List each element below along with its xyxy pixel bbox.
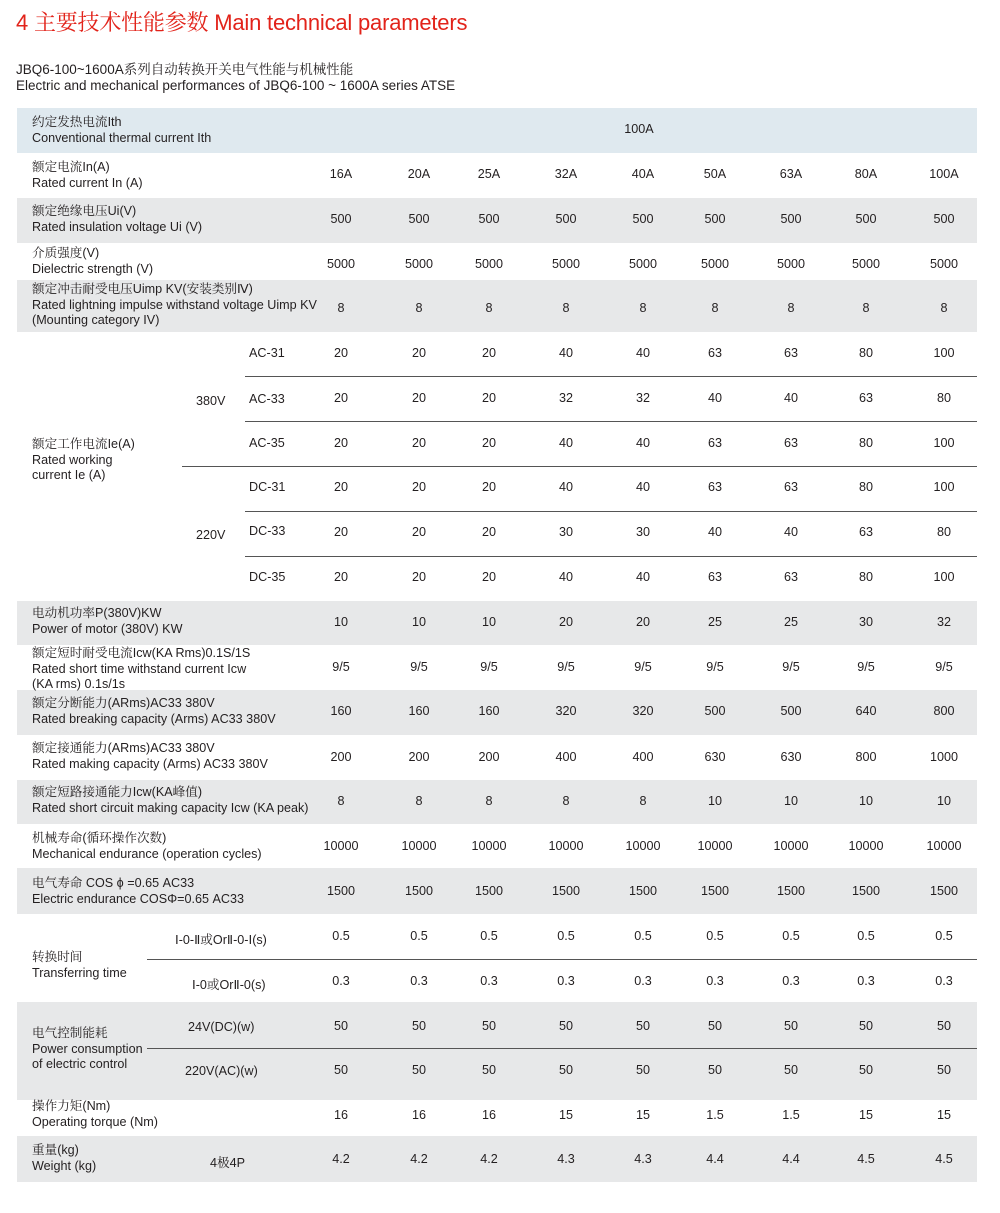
- power-consumption-cell: 50: [783, 1019, 798, 1033]
- mech-endurance-label-line: 机械寿命(循环操作次数): [32, 831, 167, 845]
- elec-endurance-label-line: Electric endurance COSΦ=0.65 AC33: [32, 891, 245, 906]
- rated-current-cell: 16A: [329, 167, 353, 181]
- transfer-cell: 0.3: [557, 974, 575, 988]
- breaking-label-line: 额定分断能力(ARms)AC33 380V: [32, 696, 215, 710]
- rated-current-cell: 63A: [779, 167, 803, 181]
- making-cell: 630: [780, 750, 802, 764]
- row-divider: [245, 511, 977, 512]
- working-current-cell: 63: [783, 346, 798, 360]
- motor-power-cell: 20: [635, 615, 650, 629]
- making-cell: 400: [555, 750, 577, 764]
- subtitle-cn: JBQ6-100~1600A系列自动转换开关电气性能与机械性能: [16, 62, 354, 77]
- elec-endurance-cell: 1500: [929, 884, 959, 898]
- power-consumption-cell: 50: [481, 1063, 496, 1077]
- impulse-cell: 8: [485, 301, 493, 315]
- short-circuit-label: [32, 785, 308, 816]
- torque-cell: 1.5: [706, 1108, 724, 1122]
- short-circuit-label-line: Rated short circuit making capacity Icw (KA peak): [32, 800, 309, 815]
- elec-endurance-cell: 1500: [628, 884, 658, 898]
- transfer-mode: Ⅰ-0-Ⅱ或OrⅡ-0-Ⅰ(s): [175, 933, 267, 947]
- insulation-label: [32, 204, 202, 235]
- working-current-label: [32, 437, 135, 484]
- insulation-label-line: Rated insulation voltage Ui (V): [32, 219, 203, 234]
- rated-current-label: [32, 160, 143, 191]
- working-current-cell: 40: [707, 525, 722, 539]
- working-current-cell: 80: [858, 436, 873, 450]
- supply-voltage: 24V(DC)(w): [188, 1020, 255, 1034]
- dielectric-cell: 5000: [700, 257, 730, 271]
- utilization-category: AC-33: [249, 392, 285, 406]
- working-current-cell: 20: [411, 480, 426, 494]
- transfer-cell: 0.5: [782, 929, 800, 943]
- motor-power-cell: 10: [333, 615, 348, 629]
- row-divider: [182, 466, 977, 467]
- transfer-cell: 0.5: [557, 929, 575, 943]
- insulation-cell: 500: [855, 212, 877, 226]
- making-label: [32, 741, 268, 772]
- power-consumption-cell: 50: [558, 1019, 573, 1033]
- insulation-cell: 500: [330, 212, 352, 226]
- weight-cell: 4.5: [935, 1152, 953, 1166]
- transfer-cell: 0.5: [706, 929, 724, 943]
- working-current-label-line: 额定工作电流Ie(A): [32, 437, 135, 451]
- short-time-cell: 9/5: [857, 660, 875, 674]
- dielectric-cell: 5000: [326, 257, 356, 271]
- rated-current-cell: 25A: [477, 167, 501, 181]
- making-cell: 1000: [929, 750, 959, 764]
- breaking-cell: 640: [855, 704, 877, 718]
- working-current-cell: 40: [558, 480, 573, 494]
- power-consumption-cell: 50: [333, 1019, 348, 1033]
- power-consumption-cell: 50: [858, 1019, 873, 1033]
- thermal-label: [32, 115, 211, 146]
- insulation-cell: 500: [933, 212, 955, 226]
- torque-label: [32, 1099, 158, 1130]
- working-current-cell: 20: [333, 391, 348, 405]
- working-current-cell: 20: [481, 480, 496, 494]
- working-current-cell: 100: [933, 436, 955, 450]
- rated-current-cell: 40A: [631, 167, 655, 181]
- working-current-cell: 20: [411, 346, 426, 360]
- elec-endurance-cell: 1500: [326, 884, 356, 898]
- torque-label-line: 操作力矩(Nm): [32, 1099, 111, 1113]
- motor-power-label: [32, 606, 182, 637]
- power-consumption-label-line: Power consumption: [32, 1041, 143, 1056]
- making-cell: 200: [408, 750, 430, 764]
- working-current-label-line: current Ie (A): [32, 468, 106, 482]
- impulse-cell: 8: [562, 301, 570, 315]
- weight-label-line: 重量(kg): [32, 1143, 79, 1157]
- row-band: [17, 1002, 977, 1100]
- making-label-line: Rated making capacity (Arms) AC33 380V: [32, 756, 268, 771]
- thermal-label-line: 约定发热电流Ith: [32, 115, 122, 129]
- elec-endurance-cell: 1500: [776, 884, 806, 898]
- transfer-cell: 0.5: [480, 929, 498, 943]
- insulation-cell: 500: [408, 212, 430, 226]
- working-current-cell: 100: [933, 480, 955, 494]
- rated-current-label-line: 额定电流In(A): [32, 160, 110, 174]
- motor-power-cell: 25: [707, 615, 722, 629]
- making-cell: 630: [704, 750, 726, 764]
- dielectric-cell: 5000: [404, 257, 434, 271]
- power-consumption-cell: 50: [411, 1019, 426, 1033]
- short-time-cell: 9/5: [480, 660, 498, 674]
- impulse-cell: 8: [639, 301, 647, 315]
- mech-endurance-cell: 10000: [697, 839, 733, 853]
- row-divider: [147, 1048, 977, 1049]
- short-circuit-cell: 8: [337, 794, 345, 808]
- working-current-cell: 80: [936, 391, 951, 405]
- rated-current-cell: 50A: [703, 167, 727, 181]
- working-current-cell: 40: [635, 480, 650, 494]
- utilization-category: AC-35: [249, 436, 285, 450]
- transfer-mode: Ⅰ-0或OrⅡ-0(s): [192, 978, 266, 992]
- transfer-cell: 0.3: [857, 974, 875, 988]
- mech-endurance-cell: 10000: [401, 839, 437, 853]
- torque-cell: 16: [333, 1108, 348, 1122]
- short-circuit-cell: 8: [562, 794, 570, 808]
- torque-cell: 1.5: [782, 1108, 800, 1122]
- dielectric-cell: 5000: [628, 257, 658, 271]
- working-current-label-line: Rated working: [32, 452, 113, 467]
- weight-cell: 4.4: [706, 1152, 724, 1166]
- breaking-label-line: Rated breaking capacity (Arms) AC33 380V: [32, 711, 276, 726]
- working-current-cell: 63: [707, 480, 722, 494]
- working-current-cell: 40: [635, 436, 650, 450]
- rated-current-cell: 32A: [554, 167, 578, 181]
- mech-endurance-label: [32, 831, 262, 862]
- transfer-label: [32, 950, 127, 981]
- working-current-cell: 40: [783, 525, 798, 539]
- power-consumption-cell: 50: [481, 1019, 496, 1033]
- mech-endurance-cell: 10000: [926, 839, 962, 853]
- transfer-cell: 0.5: [634, 929, 652, 943]
- breaking-cell: 160: [478, 704, 500, 718]
- working-current-cell: 40: [558, 346, 573, 360]
- working-current-cell: 30: [635, 525, 650, 539]
- power-consumption-cell: 50: [558, 1063, 573, 1077]
- short-time-cell: 9/5: [782, 660, 800, 674]
- working-current-cell: 20: [411, 570, 426, 584]
- breaking-cell: 320: [632, 704, 654, 718]
- short-circuit-cell: 10: [783, 794, 798, 808]
- short-circuit-label-line: 额定短路接通能力Icw(KA峰值): [32, 785, 203, 799]
- short-circuit-cell: 10: [936, 794, 951, 808]
- power-consumption-cell: 50: [707, 1063, 722, 1077]
- transfer-cell: 0.5: [410, 929, 428, 943]
- utilization-category: AC-31: [249, 346, 285, 360]
- working-current-cell: 20: [333, 436, 348, 450]
- impulse-cell: 8: [337, 301, 345, 315]
- insulation-cell: 500: [632, 212, 654, 226]
- working-current-cell: 20: [411, 525, 426, 539]
- short-circuit-cell: 10: [858, 794, 873, 808]
- utilization-category: DC-35: [249, 570, 286, 584]
- weight-cell: 4.3: [557, 1152, 575, 1166]
- impulse-label-line: Rated lightning impulse withstand voltage Uimp KV: [32, 297, 317, 312]
- impulse-label-line: (Mounting category IV): [32, 313, 160, 327]
- elec-endurance-cell: 1500: [404, 884, 434, 898]
- pole-count: 4极4P: [210, 1156, 246, 1170]
- short-time-label-line: 额定短时耐受电流Icw(KA Rms)0.1S/1S: [32, 646, 251, 660]
- power-consumption-cell: 50: [411, 1063, 426, 1077]
- impulse-cell: 8: [940, 301, 948, 315]
- breaking-cell: 500: [780, 704, 802, 718]
- power-consumption-cell: 50: [783, 1063, 798, 1077]
- weight-cell: 4.4: [782, 1152, 800, 1166]
- insulation-cell: 500: [478, 212, 500, 226]
- torque-cell: 15: [558, 1108, 573, 1122]
- transfer-cell: 0.3: [935, 974, 953, 988]
- breaking-cell: 800: [933, 704, 955, 718]
- short-time-cell: 9/5: [410, 660, 428, 674]
- insulation-cell: 500: [780, 212, 802, 226]
- working-current-cell: 40: [635, 346, 650, 360]
- dielectric-cell: 5000: [776, 257, 806, 271]
- mech-endurance-cell: 10000: [848, 839, 884, 853]
- utilization-category: DC-33: [249, 524, 286, 538]
- row-divider: [147, 959, 977, 960]
- impulse-cell: 8: [862, 301, 870, 315]
- power-consumption-cell: 50: [936, 1063, 951, 1077]
- working-current-cell: 20: [481, 436, 496, 450]
- power-consumption-cell: 50: [635, 1063, 650, 1077]
- elec-endurance-cell: 1500: [700, 884, 730, 898]
- motor-power-cell: 25: [783, 615, 798, 629]
- working-current-cell: 20: [481, 391, 496, 405]
- short-time-cell: 9/5: [634, 660, 652, 674]
- working-current-cell: 100: [933, 570, 955, 584]
- making-cell: 200: [330, 750, 352, 764]
- dielectric-label-line: Dielectric strength (V): [32, 261, 154, 276]
- short-time-label-line: Rated short time withstand current Icw: [32, 661, 247, 676]
- short-time-cell: 9/5: [557, 660, 575, 674]
- rated-current-cell: 100A: [929, 167, 959, 181]
- short-circuit-cell: 8: [485, 794, 493, 808]
- transfer-cell: 0.3: [480, 974, 498, 988]
- torque-label-line: Operating torque (Nm): [32, 1114, 158, 1129]
- motor-power-label-line: 电动机功率P(380V)KW: [32, 606, 162, 620]
- motor-power-cell: 30: [858, 615, 873, 629]
- impulse-label: [32, 282, 317, 329]
- working-current-cell: 20: [333, 570, 348, 584]
- working-current-cell: 63: [707, 436, 722, 450]
- making-label-line: 额定接通能力(ARms)AC33 380V: [32, 741, 215, 755]
- short-circuit-cell: 8: [639, 794, 647, 808]
- short-circuit-cell: 10: [707, 794, 722, 808]
- power-consumption-label-line: of electric control: [32, 1057, 128, 1071]
- short-time-cell: 9/5: [706, 660, 724, 674]
- voltage-380v: 380V: [196, 394, 226, 408]
- transfer-cell: 0.5: [935, 929, 953, 943]
- working-current-cell: 63: [783, 480, 798, 494]
- weight-label: [32, 1143, 96, 1174]
- short-time-label-line: (KA rms) 0.1s/1s: [32, 677, 126, 691]
- working-current-cell: 63: [858, 525, 873, 539]
- transfer-cell: 0.3: [706, 974, 724, 988]
- row-divider: [245, 421, 977, 422]
- row-divider: [245, 376, 977, 377]
- weight-cell: 4.5: [857, 1152, 875, 1166]
- transfer-cell: 0.3: [782, 974, 800, 988]
- making-cell: 800: [855, 750, 877, 764]
- thermal-label-line: Conventional thermal current Ith: [32, 130, 212, 145]
- elec-endurance-cell: 1500: [851, 884, 881, 898]
- power-consumption-label: [32, 1026, 143, 1073]
- transfer-label-line: 转换时间: [32, 950, 83, 964]
- torque-cell: 15: [858, 1108, 873, 1122]
- elec-endurance-label: [32, 876, 244, 907]
- working-current-cell: 40: [558, 436, 573, 450]
- short-time-label: [32, 646, 250, 693]
- making-cell: 200: [478, 750, 500, 764]
- working-current-cell: 80: [858, 346, 873, 360]
- rated-current-cell: 20A: [407, 167, 431, 181]
- working-current-cell: 80: [858, 570, 873, 584]
- impulse-cell: 8: [711, 301, 719, 315]
- working-current-cell: 63: [783, 570, 798, 584]
- dielectric-cell: 5000: [851, 257, 881, 271]
- torque-cell: 15: [936, 1108, 951, 1122]
- weight-cell: 4.2: [410, 1152, 428, 1166]
- supply-voltage: 220V(AC)(w): [185, 1064, 258, 1078]
- working-current-cell: 63: [783, 436, 798, 450]
- torque-cell: 16: [481, 1108, 496, 1122]
- row-divider: [245, 556, 977, 557]
- mech-endurance-label-line: Mechanical endurance (operation cycles): [32, 846, 262, 861]
- power-consumption-cell: 50: [635, 1019, 650, 1033]
- transfer-cell: 0.5: [332, 929, 350, 943]
- making-cell: 400: [632, 750, 654, 764]
- dielectric-label-line: 介质强度(V): [32, 246, 100, 260]
- working-current-cell: 40: [783, 391, 798, 405]
- voltage-220v: 220V: [196, 528, 226, 542]
- working-current-cell: 20: [481, 346, 496, 360]
- power-consumption-cell: 50: [707, 1019, 722, 1033]
- motor-power-label-line: Power of motor (380V) KW: [32, 621, 183, 636]
- subtitle-en: Electric and mechanical performances of JBQ6-100 ~ 1600A series ATSE: [16, 78, 456, 93]
- insulation-cell: 500: [555, 212, 577, 226]
- motor-power-cell: 20: [558, 615, 573, 629]
- breaking-label: [32, 696, 276, 727]
- transfer-label-line: Transferring time: [32, 965, 127, 980]
- working-current-cell: 63: [858, 391, 873, 405]
- rated-current-cell: 80A: [854, 167, 878, 181]
- torque-cell: 16: [411, 1108, 426, 1122]
- impulse-cell: 8: [415, 301, 423, 315]
- utilization-category: DC-31: [249, 480, 286, 494]
- mech-endurance-cell: 10000: [323, 839, 359, 853]
- dielectric-cell: 5000: [929, 257, 959, 271]
- mech-endurance-cell: 10000: [548, 839, 584, 853]
- transfer-cell: 0.3: [410, 974, 428, 988]
- short-time-cell: 9/5: [935, 660, 953, 674]
- working-current-cell: 100: [933, 346, 955, 360]
- weight-cell: 4.2: [332, 1152, 350, 1166]
- power-consumption-cell: 50: [858, 1063, 873, 1077]
- mech-endurance-cell: 10000: [625, 839, 661, 853]
- working-current-cell: 20: [481, 570, 496, 584]
- working-current-cell: 40: [635, 570, 650, 584]
- weight-label-line: Weight (kg): [32, 1158, 97, 1173]
- power-consumption-label-line: 电气控制能耗: [32, 1026, 108, 1040]
- power-consumption-cell: 50: [936, 1019, 951, 1033]
- mech-endurance-cell: 10000: [471, 839, 507, 853]
- weight-cell: 4.2: [480, 1152, 498, 1166]
- working-current-cell: 20: [481, 525, 496, 539]
- working-current-cell: 32: [558, 391, 573, 405]
- insulation-label-line: 额定绝缘电压Ui(V): [32, 204, 137, 218]
- short-time-cell: 9/5: [332, 660, 350, 674]
- insulation-cell: 500: [704, 212, 726, 226]
- breaking-cell: 160: [408, 704, 430, 718]
- motor-power-cell: 32: [936, 615, 951, 629]
- working-current-cell: 40: [707, 391, 722, 405]
- weight-cell: 4.3: [634, 1152, 652, 1166]
- impulse-label-line: 额定冲击耐受电压Uimp KV(安装类别Ⅳ): [32, 282, 253, 296]
- transfer-cell: 0.5: [857, 929, 875, 943]
- section-title: 4 主要技术性能参数 Main technical parameters: [16, 10, 468, 35]
- elec-endurance-cell: 1500: [474, 884, 504, 898]
- impulse-cell: 8: [787, 301, 795, 315]
- dielectric-label: [32, 246, 153, 277]
- working-current-cell: 20: [411, 436, 426, 450]
- working-current-cell: 63: [707, 570, 722, 584]
- short-circuit-cell: 8: [415, 794, 423, 808]
- transfer-cell: 0.3: [634, 974, 652, 988]
- working-current-cell: 32: [635, 391, 650, 405]
- transfer-cell: 0.3: [332, 974, 350, 988]
- dielectric-cell: 5000: [551, 257, 581, 271]
- rated-current-label-line: Rated current In (A): [32, 175, 143, 190]
- working-current-cell: 20: [333, 346, 348, 360]
- working-current-cell: 20: [333, 480, 348, 494]
- motor-power-cell: 10: [411, 615, 426, 629]
- working-current-cell: 80: [858, 480, 873, 494]
- power-consumption-cell: 50: [333, 1063, 348, 1077]
- breaking-cell: 160: [330, 704, 352, 718]
- working-current-cell: 40: [558, 570, 573, 584]
- breaking-cell: 500: [704, 704, 726, 718]
- working-current-cell: 30: [558, 525, 573, 539]
- working-current-cell: 20: [411, 391, 426, 405]
- parameters-table: [17, 108, 977, 1183]
- elec-endurance-label-line: 电气寿命 COS ϕ =0.65 AC33: [32, 876, 195, 890]
- working-current-cell: 63: [707, 346, 722, 360]
- breaking-cell: 320: [555, 704, 577, 718]
- thermal-value: 100A: [624, 122, 654, 136]
- dielectric-cell: 5000: [474, 257, 504, 271]
- working-current-cell: 20: [333, 525, 348, 539]
- elec-endurance-cell: 1500: [551, 884, 581, 898]
- working-current-cell: 80: [936, 525, 951, 539]
- mech-endurance-cell: 10000: [773, 839, 809, 853]
- motor-power-cell: 10: [481, 615, 496, 629]
- torque-cell: 15: [635, 1108, 650, 1122]
